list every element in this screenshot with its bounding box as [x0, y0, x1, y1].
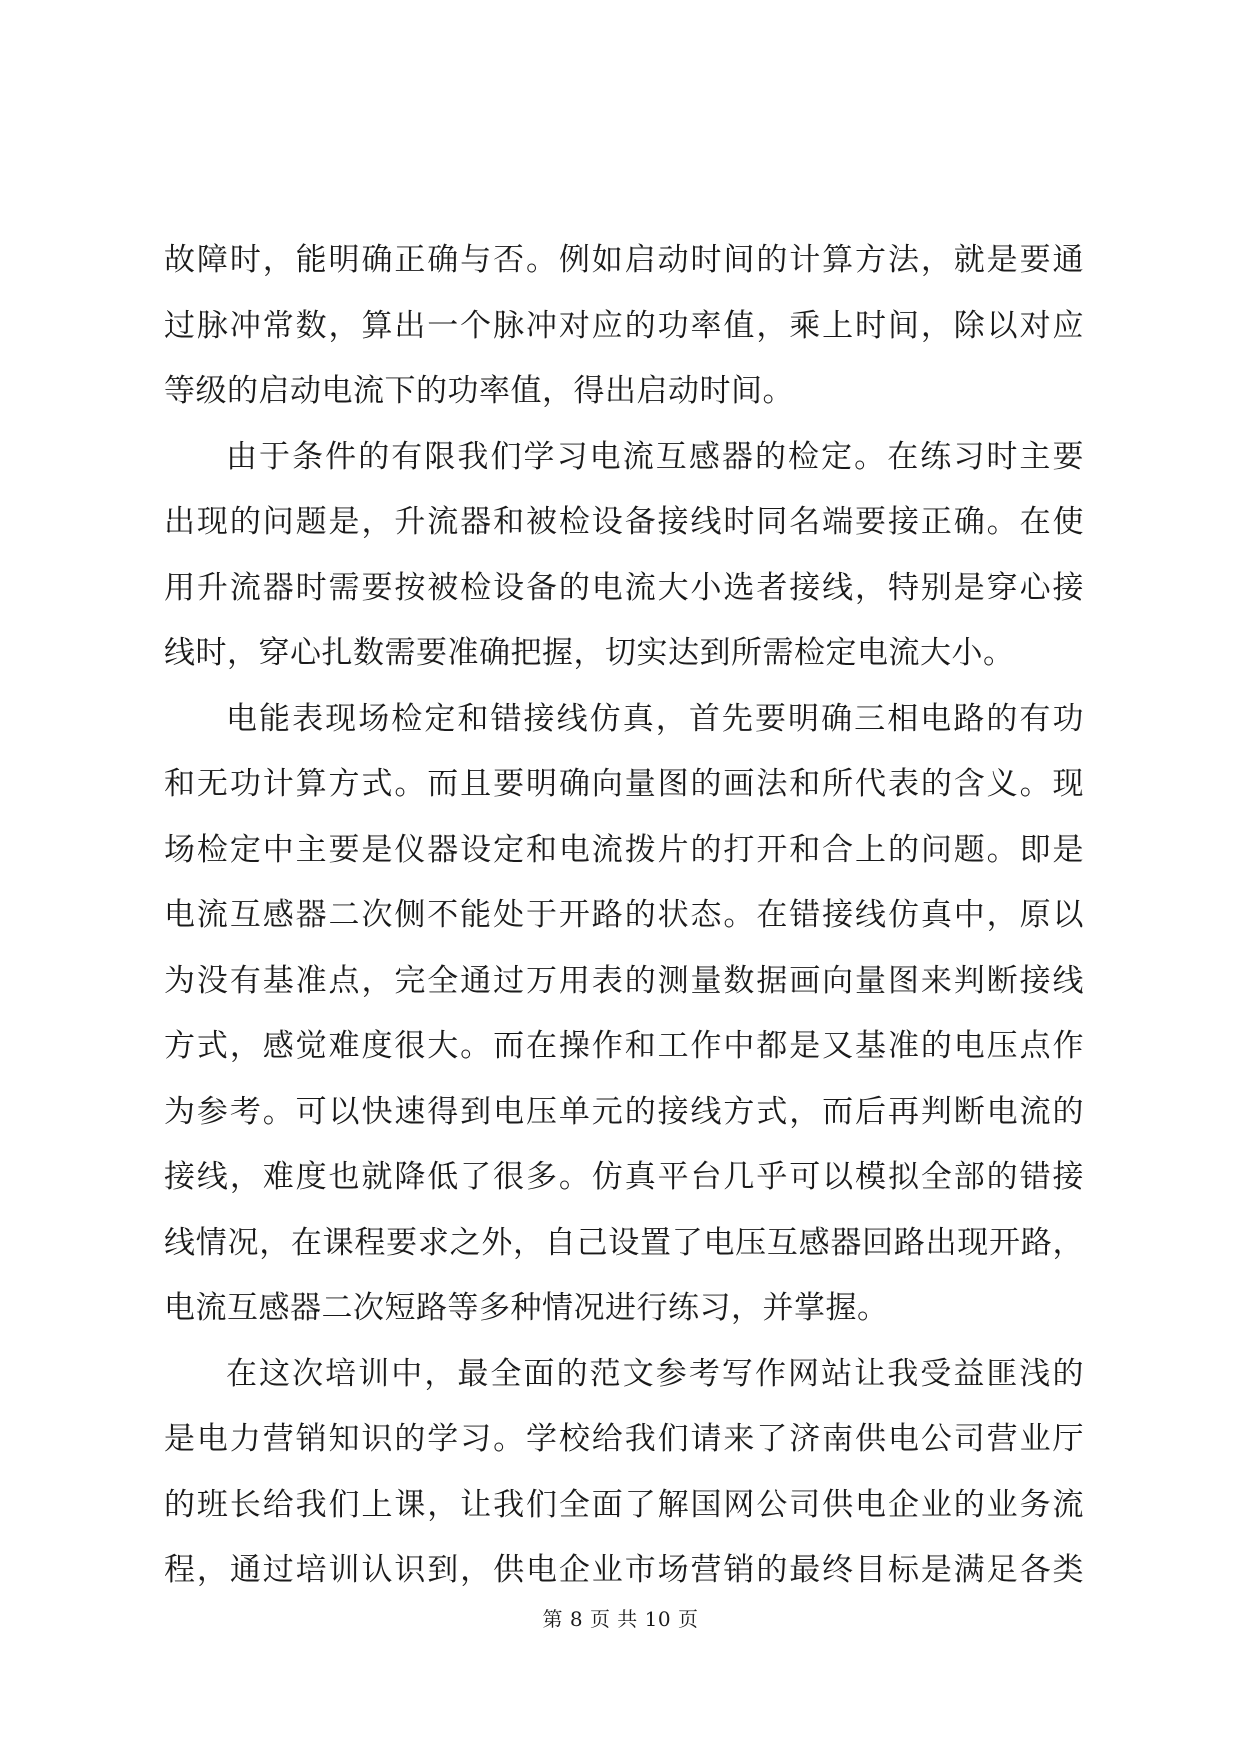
- text-line: 方式，感觉难度很大。而在操作和工作中都是又基准的电压点作: [164, 1028, 1084, 1064]
- text-line: 等级的启动电流下的功率值，得出启动时间。: [164, 373, 794, 409]
- paragraph-first-line: 由于条件的有限我们学习电流互感器的检定。在练习时主要: [226, 438, 1084, 475]
- text-line: 的班长给我们上课，让我们全面了解国网公司供电企业的业务流: [164, 1486, 1084, 1523]
- document-body: [164, 228, 1084, 1604]
- text-line: 为没有基准点，完全通过万用表的测量数据画向量图来判断接线: [164, 962, 1084, 999]
- text-line: 和无功计算方式。而且要明确向量图的画法和所代表的含义。现: [164, 766, 1084, 802]
- paragraph-first-line: 在这次培训中，最全面的范文参考写作网站让我受益匪浅的: [226, 1355, 1084, 1392]
- text-line: 电流互感器二次侧不能处于开路的状态。在错接线仿真中，原以: [164, 897, 1084, 933]
- text-line: 线情况，在课程要求之外，自己设置了电压互感器回路出现开路，: [164, 1224, 1084, 1261]
- text-line: 是电力营销知识的学习。学校给我们请来了济南供电公司营业厅: [164, 1421, 1084, 1457]
- paragraph-first-line: 电能表现场检定和错接线仿真，首先要明确三相电路的有功: [226, 700, 1084, 737]
- text-line: 场检定中主要是仪器设定和电流拨片的打开和合上的问题。即是: [164, 831, 1084, 868]
- text-line: 为参考。可以快速得到电压单元的接线方式，而后再判断电流的: [164, 1093, 1084, 1130]
- text-line: 出现的问题是，升流器和被检设备接线时同名端要接正确。在使: [164, 504, 1084, 540]
- text-line: 电流互感器二次短路等多种情况进行练习，并掌握。: [164, 1290, 889, 1326]
- text-line: 故障时，能明确正确与否。例如启动时间的计算方法，就是要通: [164, 242, 1084, 278]
- text-line: 程，通过培训认识到，供电企业市场营销的最终目标是满足各类: [164, 1552, 1084, 1588]
- text-line: 过脉冲常数，算出一个脉冲对应的功率值，乘上时间，除以对应: [164, 307, 1084, 344]
- text-line: 用升流器时需要按被检设备的电流大小选者接线，特别是穿心接: [164, 569, 1084, 606]
- text-line: 接线，难度也就降低了很多。仿真平台几乎可以模拟全部的错接: [164, 1159, 1084, 1195]
- text-line: 线时，穿心扎数需要准确把握，切实达到所需检定电流大小。: [164, 635, 1015, 671]
- page-number-footer: 第 8 页 共 10 页: [542, 1607, 699, 1631]
